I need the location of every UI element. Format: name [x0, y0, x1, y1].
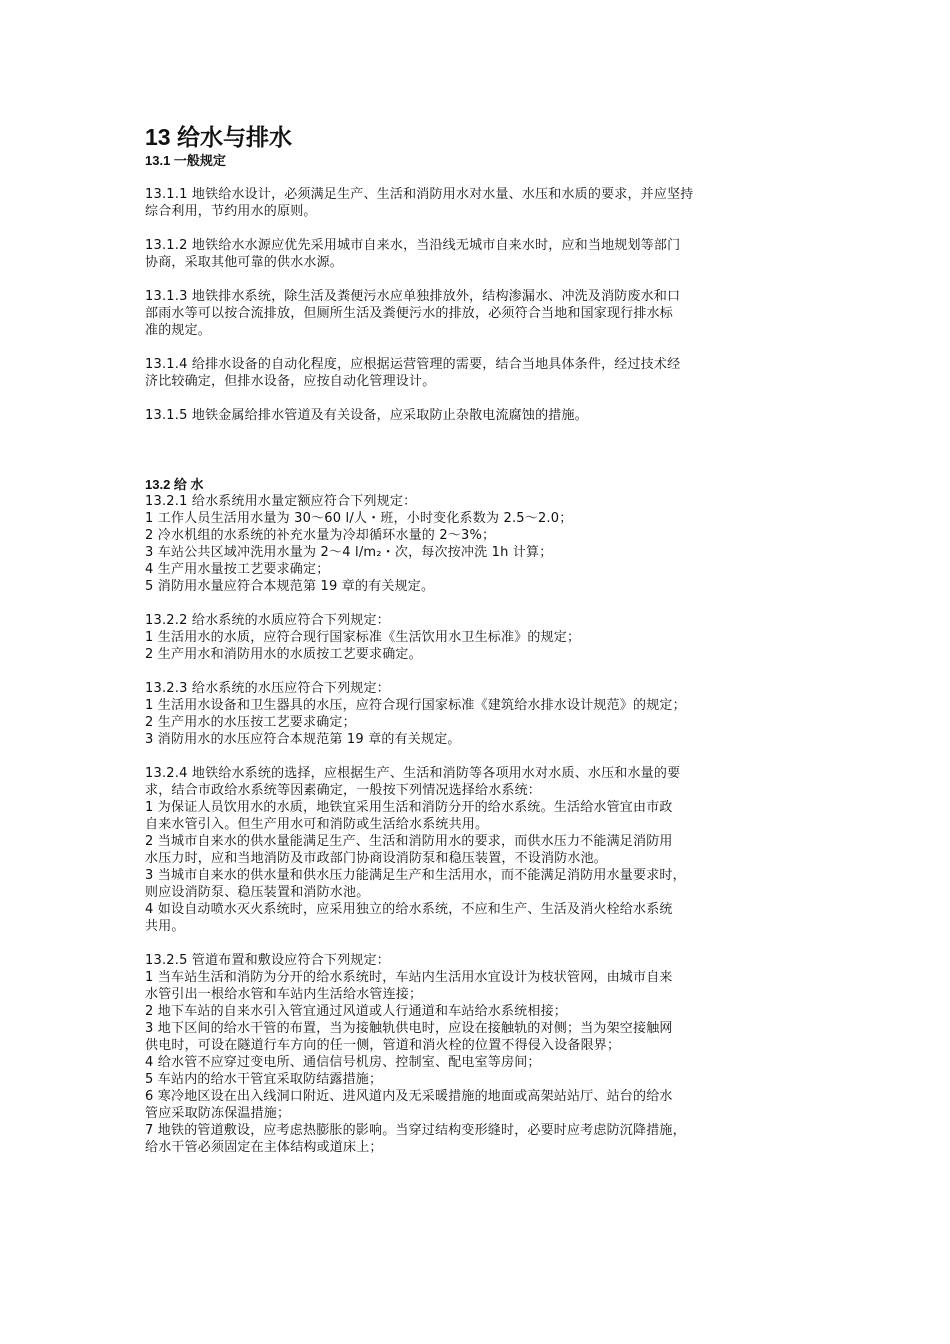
chapter-title: 13 给水与排水 — [145, 124, 292, 150]
clause-13-1-2: 13.1.2 地铁给水水源应优先采用城市自来水，当沿线无城市自来水时，应和当地规划等部门 协商，采取其他可靠的供水水源。 — [145, 238, 681, 270]
document-page — [145, 122, 815, 1156]
clause-13-1-3: 13.1.3 地铁排水系统，除生活及粪便污水应单独排放外，结构渗漏水、冲洗及消防废水和口 部雨水等可以按合流排放，但厕所生活及粪便污水的排放，必须符合当地和国家现行排水标 准的规定。 — [145, 289, 681, 338]
clause-13-2-5: 13.2.5 管道布置和敷设应符合下列规定： 1 当车站生活和消防为分开的给水系统时，车站内生活用水宜设计为枝状管网，由城市自来 水管引出一根给水管和车站内生活给水管连接； 2 地下车站的自来水引入管宜通过风道或人行通道和车站给水系统相接； 3 地下区间的给水干管的布置，当为接触轨供电时，应设在接触轨的对侧；当为架空接触网 供电时，可设在隧道行车方向的任一侧，管道和消火栓的位置不得侵入设备限界； 4 给水管不应穿过变电所、通信信号机房、控制室、配电室等房间； 5 车站内的给水干管宜采取防结露措施； 6 寒冷地区设在出入线洞口附近、进风道内及无采暖措施的地面或高架站站厅、站台的给水 管应采取防冻保温措施； 7 地铁的管道敷设，应考虑热膨胀的影响。当穿过结构变形缝时，必要时应考虑防沉降措施， 给水干管必须固定在主体结构或道床上； — [145, 953, 686, 1155]
clause-13-1-4: 13.1.4 给排水设备的自动化程度，应根据运营管理的需要，结合当地具体条件，经过技术经 济比较确定，但排水设备，应按自动化管理设计。 — [145, 357, 681, 389]
clause-13-2-1: 13.2.1 给水系统用水量定额应符合下列规定： 1 工作人员生活用水量为 30～60 l/人・班，小时变化系数为 2.5～2.0； 2 冷水机组的水系统的补充水量为冷却循环水量的 2～3%； 3 车站公共区域冲洗用水量为 2～4 l/m₂・次，每次按冲洗 1h 计算； 4 生产用水量按工艺要求确定； 5 消防用水量应符合本规范第 19 章的有关规定。 — [145, 494, 573, 594]
section-title-13-1: 13.1 一般规定 — [145, 153, 226, 168]
clause-13-1-1: 13.1.1 地铁给水设计，必须满足生产、生活和消防用水对水量、水压和水质的要求，并应坚持 综合利用，节约用水的原则。 — [145, 187, 694, 219]
clause-13-2-2: 13.2.2 给水系统的水质应符合下列规定： 1 生活用水的水质，应符合现行国家标准《生活饮用水卫生标准》的规定； 2 生产用水和消防用水的水质按工艺要求确定。 — [145, 613, 581, 662]
clause-13-1-5: 13.1.5 地铁金属给排水管道及有关设备，应采取防止杂散电流腐蚀的措施。 — [145, 408, 588, 423]
section-title-13-2: 13.2 给 水 — [145, 477, 204, 492]
clause-13-2-3: 13.2.3 给水系统的水压应符合下列规定： 1 生活用水设备和卫生器具的水压，应符合现行国家标准《建筑给水排水设计规范》的规定； 2 生产用水的水压按工艺要求确定； 3 消防用水的水压应符合本规范第 19 章的有关规定。 — [145, 681, 686, 747]
clause-13-2-4: 13.2.4 地铁给水系统的选择，应根据生产、生活和消防等各项用水对水质、水压和水量的要 求，结合市政给水系统等因素确定，一般按下列情况选择给水系统： 1 为保证人员饮用水的水质，地铁宜采用生活和消防分开的给水系统。生活给水管宜由市政 自来水管引入。但生产用水可和消防或生活给水系统共用。 2 当城市自来水的供水量能满足生产、生活和消防用水的要求，而供水压力不能满足消防用 水压力时，应和当地消防及市政部门协商设消防泵和稳压装置，不设消防水池。 3 当城市自来水的供水量和供水压力能满足生产和生活用水，而不能满足消防用水量要求时， 则应设消防泵、稳压装置和消防水池。 4 如设自动喷水灭火系统时，应采用独立的给水系统，不应和生产、生活及消火栓给水系统 共用。 — [145, 766, 686, 934]
